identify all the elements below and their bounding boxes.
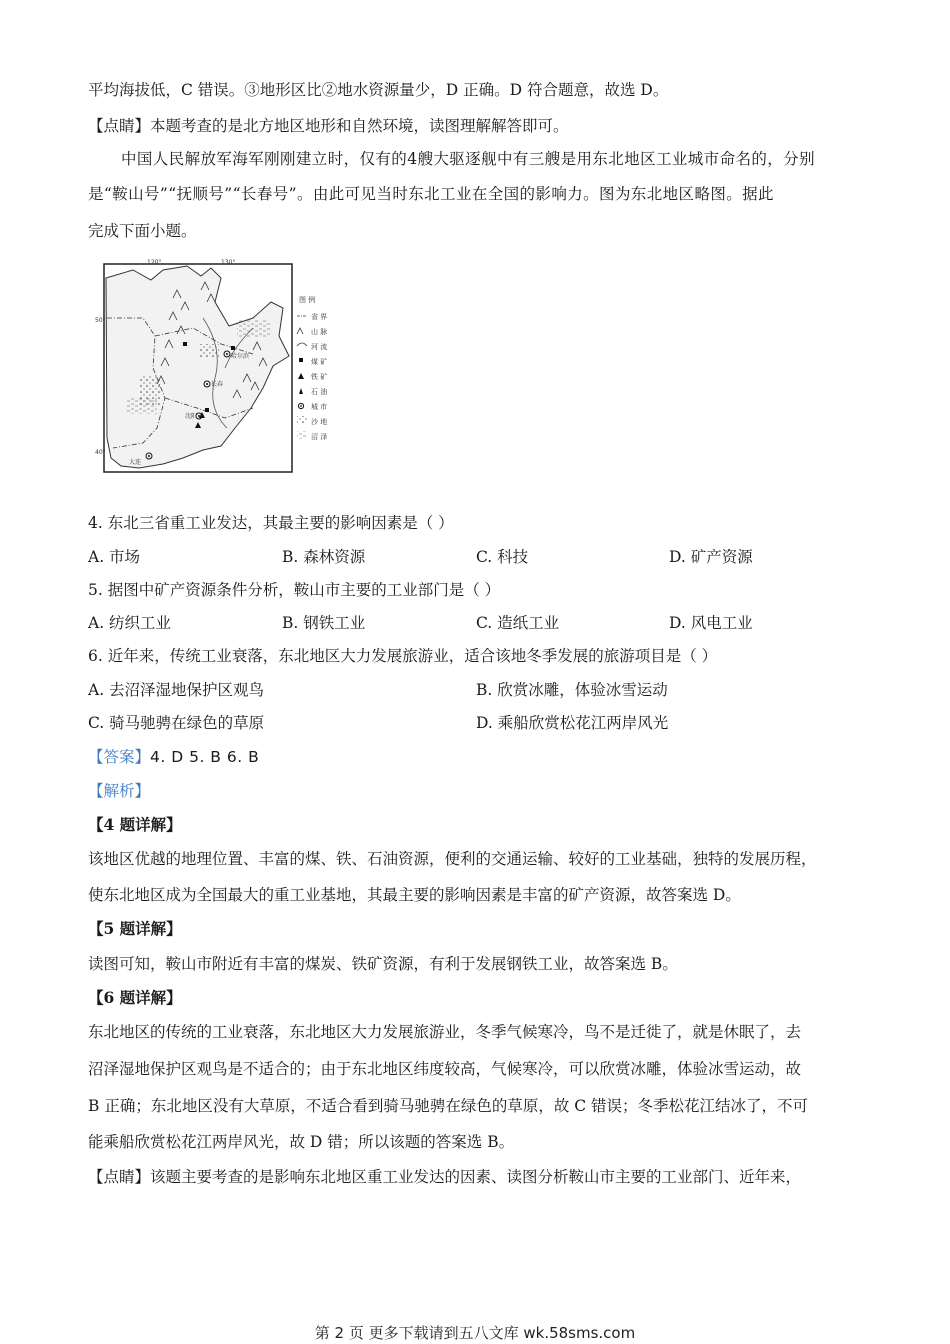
svg-text:沼 泽: 沼 泽 <box>311 433 328 441</box>
option-d: D. 矿产资源 <box>669 548 753 566</box>
svg-text:大连: 大连 <box>129 459 142 466</box>
answer-line <box>88 746 259 768</box>
detail-4-text: 使东北地区成为全国最大的重工业基地，其最主要的影响因素是丰富的矿产资源，故答案选 D。 <box>88 886 741 904</box>
svg-text:图 例: 图 例 <box>299 296 316 304</box>
svg-text:沙 地: 沙 地 <box>311 418 328 426</box>
analysis-label: 【解析】 <box>88 782 151 800</box>
svg-text:130°: 130° <box>221 259 236 266</box>
option-c: C. 骑马驰骋在绿色的草原 <box>88 714 265 732</box>
svg-text:哈尔滨: 哈尔滨 <box>231 353 250 360</box>
detail-6-title: 【6 题详解】 <box>88 988 182 1007</box>
svg-text:120°: 120° <box>147 259 162 266</box>
answer-label: 【答案】 <box>88 748 151 766</box>
intro-line: 是“鞍山号”“抚顺号”“长春号”。由此可见当时东北工业在全国的影响力。图为东北地区略图。据此 <box>88 185 774 203</box>
svg-text:50°: 50° <box>95 317 106 324</box>
detail-6-text: B 正确；东北地区没有大草原，不适合看到骑马驰骋在绿色的草原，故 C 错误；冬季松花江结冰了，不可 <box>88 1097 809 1115</box>
svg-text:沈阳: 沈阳 <box>185 413 198 420</box>
northeast-china-map <box>95 258 363 480</box>
svg-text:煤 矿: 煤 矿 <box>311 358 328 366</box>
option-a: A. 纺织工业 <box>88 614 172 632</box>
question-5-stem: 5. 据图中矿产资源条件分析，鞍山市主要的工业部门是（ ） <box>88 581 501 599</box>
text-line: 平均海拔低，C 错误。③地形区比②地水资源量少，D 正确。D 符合题意，故选 D。 <box>88 81 669 99</box>
intro-line: 中国人民解放军海军刚刚建立时，仅有的4艘大驱逐舰中有三艘是用东北地区工业城市命名的，分别 <box>121 150 815 168</box>
detail-5-title: 【5 题详解】 <box>88 919 182 938</box>
option-d: D. 风电工业 <box>669 614 753 632</box>
detail-6-text: 能乘船欣赏松花江两岸风光，故 D 错；所以该题的答案选 B。 <box>88 1133 515 1151</box>
svg-text:省 界: 省 界 <box>311 313 328 321</box>
svg-text:城 市: 城 市 <box>311 403 328 411</box>
svg-text:长春: 长春 <box>211 381 224 388</box>
svg-text:40°: 40° <box>95 449 106 456</box>
option-a: A. 去沼泽湿地保护区观鸟 <box>88 681 265 699</box>
svg-text:山 脉: 山 脉 <box>311 328 328 336</box>
answer-value: 4. D 5. B 6. B <box>150 748 260 766</box>
detail-6-text: 沼泽湿地保护区观鸟是不适合的；由于东北地区纬度较高，气候寒冷，可以欣赏冰雕，体验冰雪运动，故 <box>88 1060 802 1078</box>
svg-text:河 流: 河 流 <box>311 343 328 351</box>
page-footer: 第 2 页 更多下载请到五八文库 wk.58sms.com <box>314 1324 636 1342</box>
option-c: C. 造纸工业 <box>476 614 560 632</box>
tip-line: 【点睛】该题主要考查的是影响东北地区重工业发达的因素、读图分析鞍山市主要的工业部门、近年来， <box>88 1168 802 1186</box>
detail-4-title: 【4 题详解】 <box>88 815 182 834</box>
intro-line: 完成下面小题。 <box>88 222 197 240</box>
detail-5-text: 读图可知，鞍山市附近有丰富的煤炭、铁矿资源，有利于发展钢铁工业，故答案选 B。 <box>88 955 678 973</box>
tip-line: 【点睛】本题考查的是北方地区地形和自然环境，读图理解解答即可。 <box>88 117 569 135</box>
option-b: B. 钢铁工业 <box>282 614 366 632</box>
svg-text:石 油: 石 油 <box>311 388 328 396</box>
option-d: D. 乘船欣赏松花江两岸风光 <box>476 714 669 732</box>
option-b: B. 欣赏冰雕，体验冰雪运动 <box>476 681 668 699</box>
option-a: A. 市场 <box>88 548 141 566</box>
option-c: C. 科技 <box>476 548 529 566</box>
question-4-stem: 4. 东北三省重工业发达，其最主要的影响因素是（ ） <box>88 514 454 532</box>
svg-text:铁 矿: 铁 矿 <box>311 373 328 381</box>
detail-6-text: 东北地区的传统的工业衰落，东北地区大力发展旅游业，冬季气候寒冷，鸟不是迁徙了，就是休眠了，去 <box>88 1023 802 1041</box>
detail-4-text: 该地区优越的地理位置、丰富的煤、铁、石油资源，便利的交通运输、较好的工业基础，独特的发展历程， <box>88 850 817 868</box>
question-6-stem: 6. 近年来，传统工业衰落，东北地区大力发展旅游业，适合该地冬季发展的旅游项目是（ ） <box>88 647 718 665</box>
option-b: B. 森林资源 <box>282 548 366 566</box>
